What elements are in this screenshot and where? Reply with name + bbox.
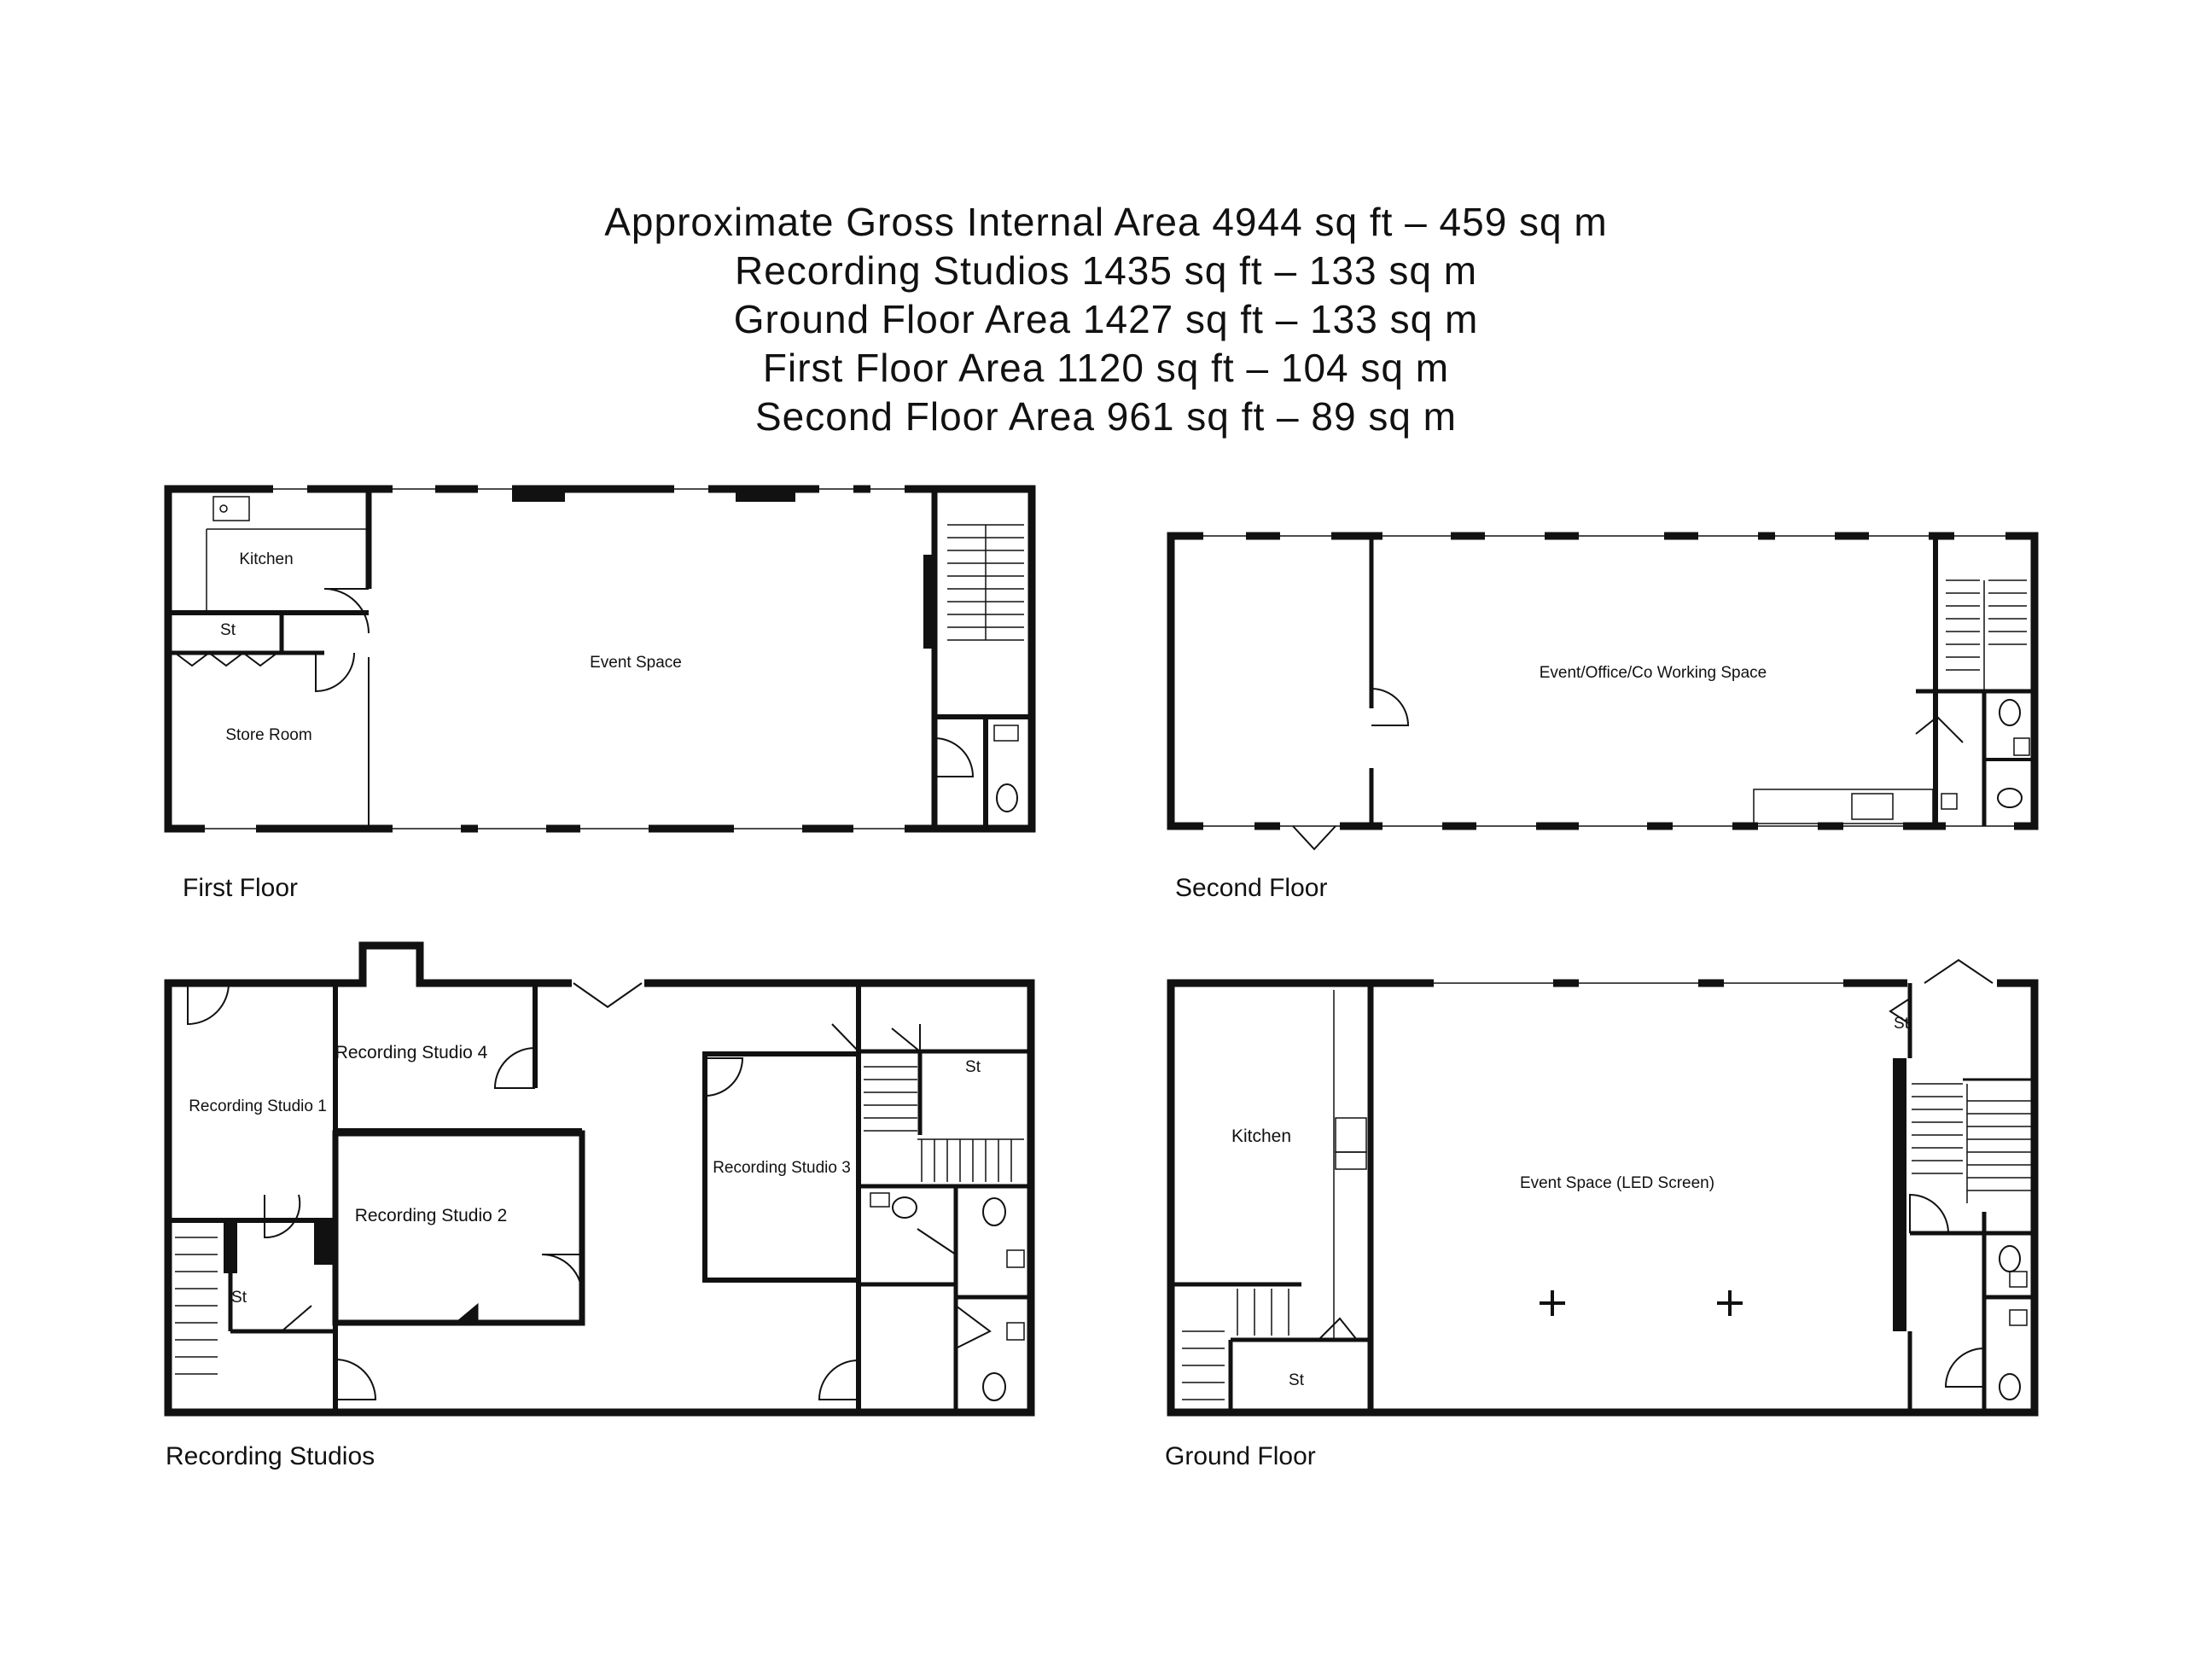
chimney-breast [923,555,934,649]
ground-floor-area-line: Ground Floor Area 1427 sq ft – 133 sq m [733,297,1479,341]
sink-icon [1852,794,1893,819]
basin-icon [870,1193,889,1207]
door-swing-icon [265,1195,300,1237]
recording-studios-plan [168,946,1031,1412]
basin-icon [994,725,1018,741]
first-floor-window-lines [205,489,905,829]
event-space-label: Event Space [590,654,682,672]
hob-icon [1336,1152,1366,1169]
door-swing-icon [832,1024,859,1051]
door-swing-icon [1371,689,1408,725]
recording-studios-caption: Recording Studios [166,1442,375,1470]
door-swing-icon [892,1024,920,1051]
sink-icon [213,497,249,521]
basin-icon [2010,1272,2027,1287]
second-floor-labels [1175,664,1767,902]
store-room-label: Store Room [225,726,312,744]
stair-treads [175,1237,218,1374]
event-space-label: Event Space (LED Screen) [1519,1174,1715,1192]
studio1-label: Recording Studio 1 [189,1097,327,1115]
chimney-breast [736,490,795,502]
kitchenette-counter [1754,789,1933,824]
sink-icon [1336,1118,1366,1152]
door-swing-icon [188,983,229,1024]
recording-studios-area-line: Recording Studios 1435 sq ft – 133 sq m [734,248,1478,293]
stair-treads [864,1067,1024,1182]
chimney-breast [512,490,565,502]
toilet-icon [893,1197,917,1218]
event-office-label: Event/Office/Co Working Space [1539,664,1767,682]
toilet-icon [1998,789,2022,807]
first-floor-labels [183,550,682,902]
kitchen-label: Kitchen [1231,1126,1292,1146]
ground-floor-labels [1165,1015,1910,1470]
studio2-label: Recording Studio 2 [354,1206,508,1225]
stair-treads [1182,1289,1289,1400]
door-swing-icon [335,1359,375,1400]
chimney-breast [224,1222,237,1273]
second-floor-area-line: Second Floor Area 961 sq ft – 89 sq m [754,394,1457,439]
door-swing-icon [705,1058,742,1096]
toilet-icon [983,1373,1005,1400]
door-swing-icon [316,653,354,691]
door-swing-icon [1916,717,1963,742]
chimney-breast [314,1222,335,1265]
basin-icon [2010,1310,2027,1325]
store-label: St [231,1289,247,1307]
basin-icon [1007,1323,1024,1340]
door-swing-icon [542,1254,582,1295]
door-swing-icon [917,1229,956,1254]
ground-floor-caption: Ground Floor [1165,1442,1316,1470]
door-swing-icon [282,1306,311,1331]
studio2-wall [335,1133,582,1323]
store-cupboard-label: St [220,621,236,639]
studio4-label: Recording Studio 4 [335,1043,488,1062]
store-label: St [965,1058,981,1076]
door-swing-icon [956,1306,990,1348]
basin-icon [2014,738,2029,755]
second-floor-caption: Second Floor [1175,874,1328,902]
door-swing-icon [819,1360,859,1400]
door-swing-icon [1318,1318,1357,1340]
chimney-breast [1893,1058,1906,1331]
kitchen-label: Kitchen [239,550,294,568]
toilet-icon [2000,1374,2020,1400]
first-floor-windows [205,489,905,829]
store-label: St [1289,1371,1304,1389]
toilet-icon [983,1198,1005,1225]
studio3-label: Recording Studio 3 [713,1159,851,1177]
first-floor-area-line: First Floor Area 1120 sq ft – 104 sq m [762,346,1450,390]
recording-outer-wall [168,946,1031,1412]
toilet-icon [997,784,1017,812]
toilet-icon [2000,1246,2020,1272]
crosshair-markers [1540,1290,1743,1316]
stair-treads [1946,580,2027,691]
door-swing-icon [1946,1348,1984,1387]
stair-treads [947,525,1024,640]
door-swing-icon [495,1048,535,1088]
stair-treads [1912,1084,2031,1203]
basin-icon [1941,794,1957,809]
store-label: St [1894,1015,1909,1033]
toilet-icon [2000,700,2020,725]
door-swing-icon [1910,1195,1948,1233]
door-swing-icon [934,738,973,777]
chimney-breast [452,1304,478,1325]
basin-icon [1007,1250,1024,1267]
gross-area-line: Approximate Gross Internal Area 4944 sq ft – 459 sq m [604,200,1608,244]
first-floor-caption: First Floor [183,874,298,902]
second-floor-plan [1171,536,2034,849]
